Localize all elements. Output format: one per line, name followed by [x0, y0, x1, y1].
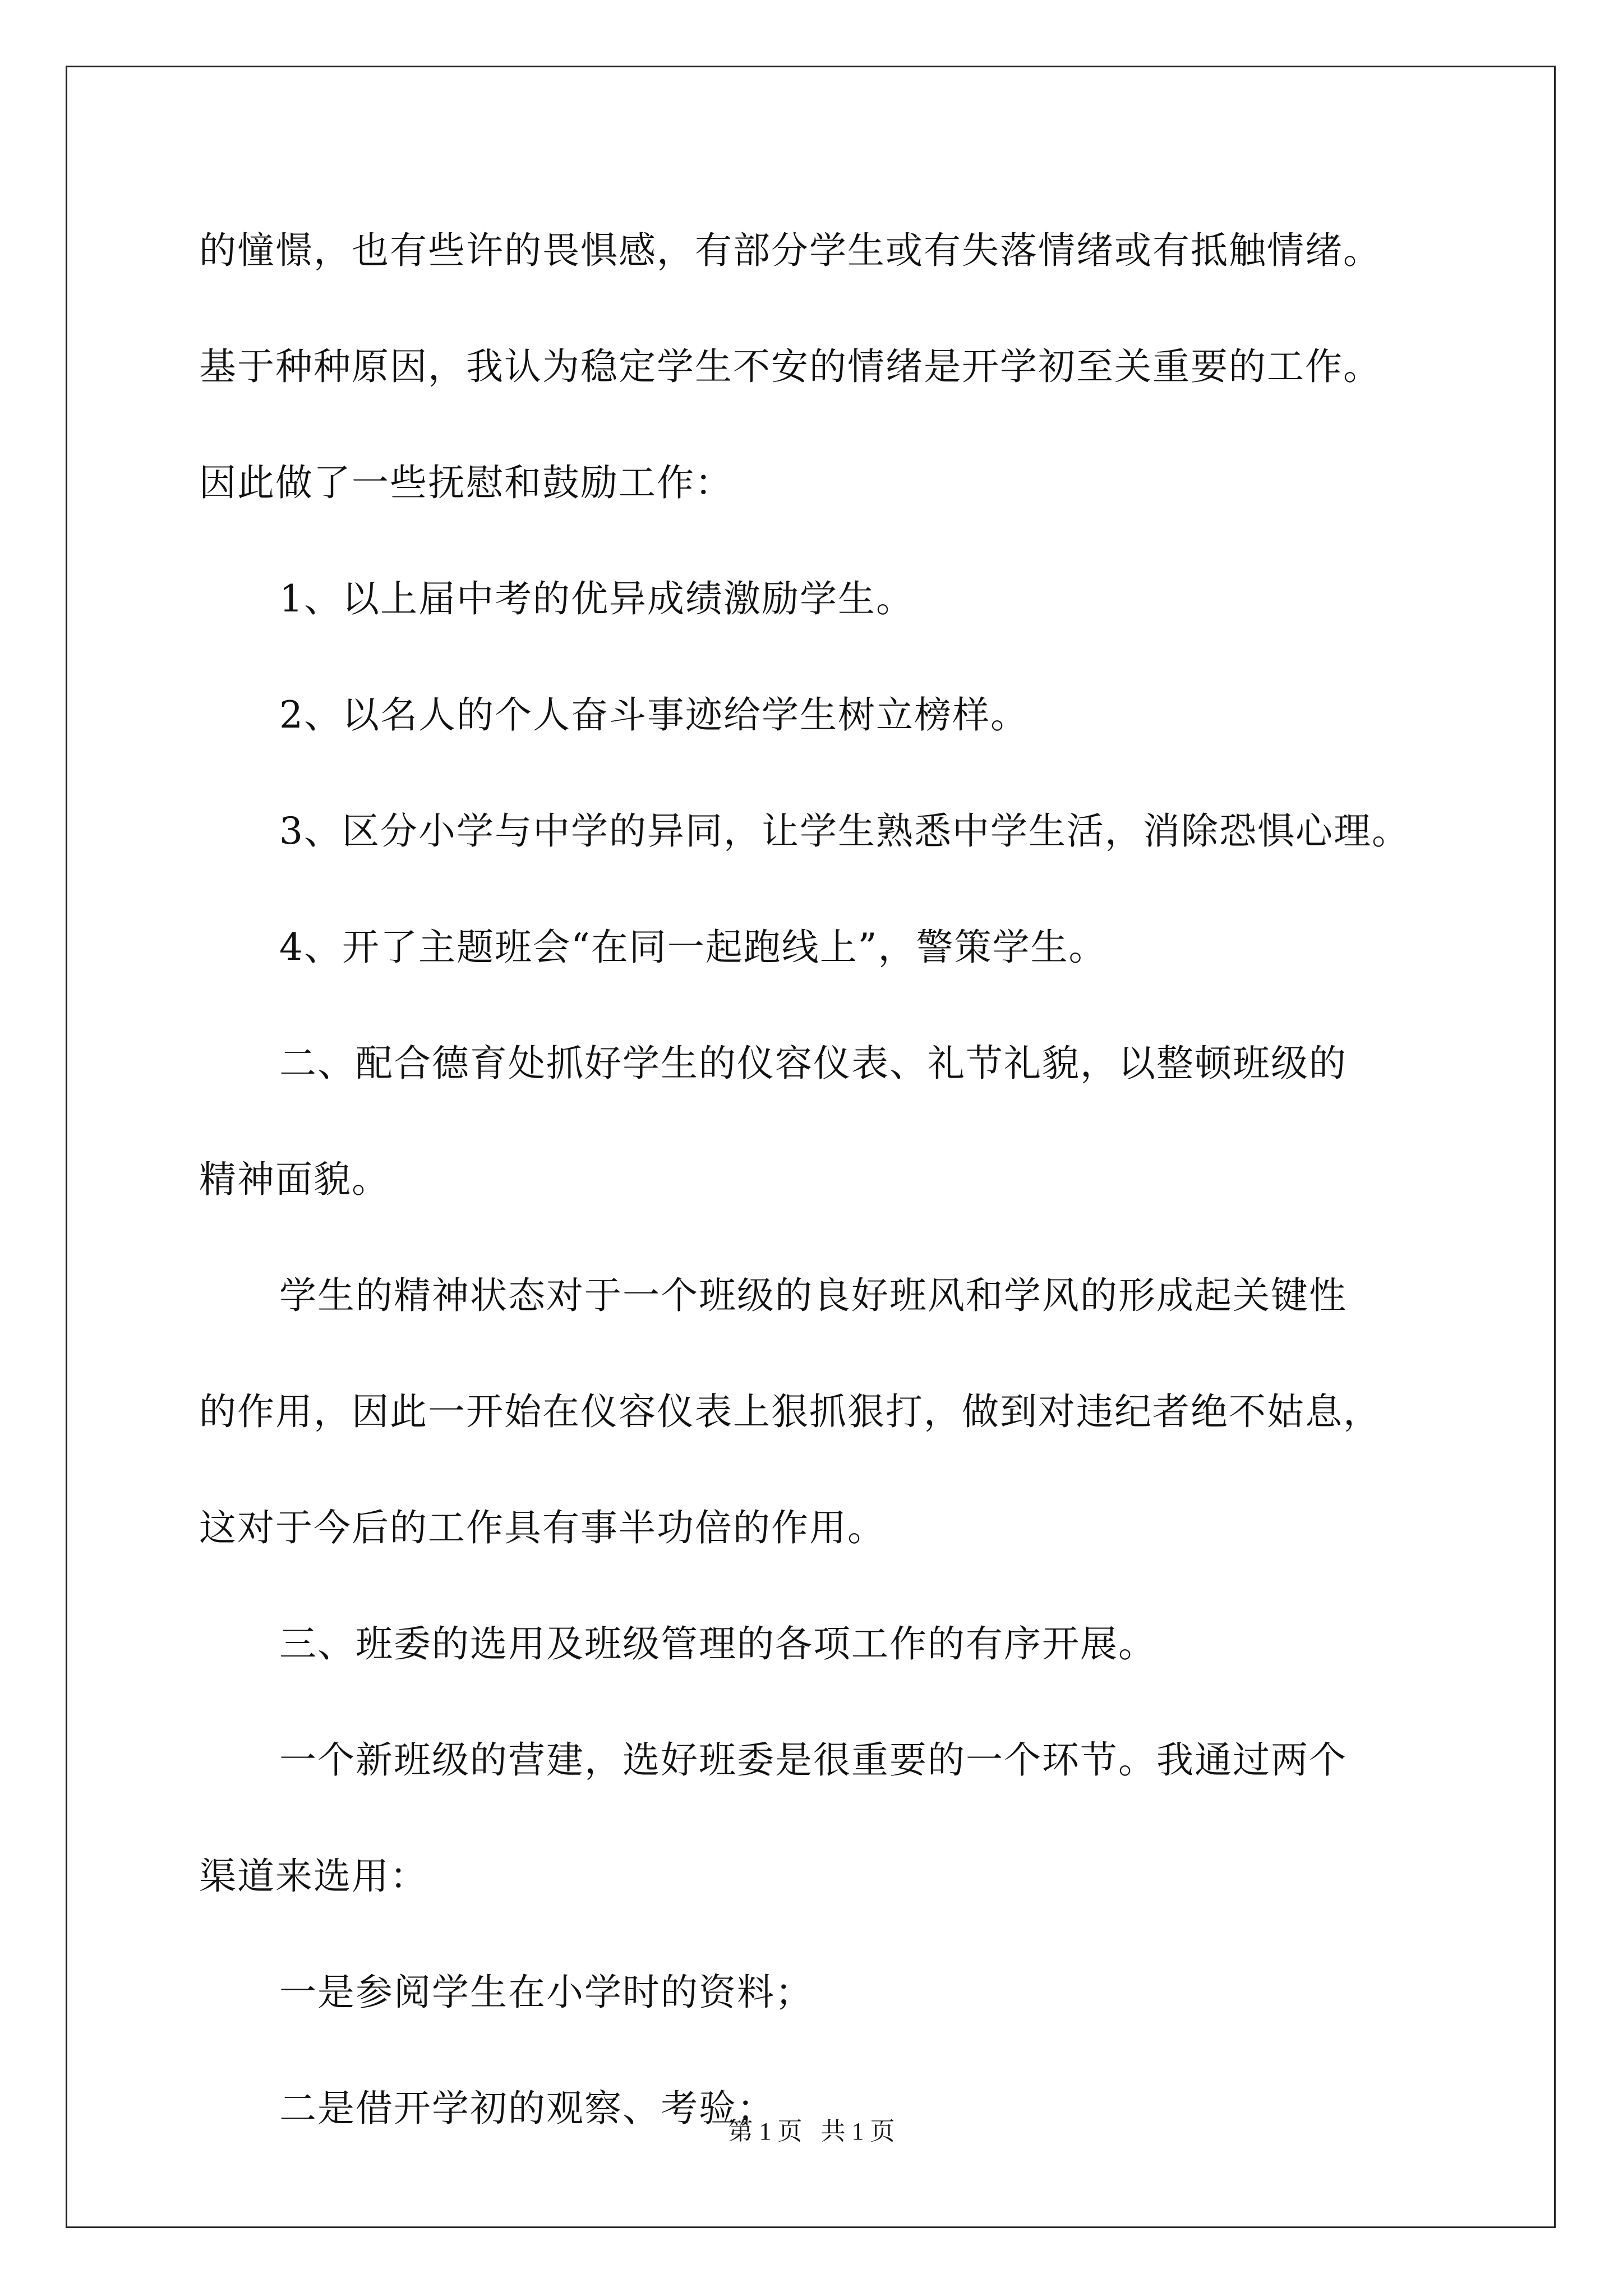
text-line: 的作用，因此一开始在仪容仪表上狠抓狠打，做到对违纪者绝不姑息， — [199, 1390, 1381, 1433]
document-body — [199, 192, 1433, 2166]
list-item: 4、开了主题班会“在同一起跑线上”，警策学生。 — [279, 926, 1107, 969]
paragraph-start: 学生的精神状态对于一个班级的良好班风和学风的形成起关键性 — [279, 1274, 1347, 1317]
text-line: 基于种种原因，我认为稳定学生不安的情绪是开学初至关重要的工作。 — [199, 345, 1381, 388]
paragraph-start: 一个新班级的营建，选好班委是很重要的一个环节。我通过两个 — [279, 1738, 1347, 1782]
list-item: 一是参阅学生在小学时的资料； — [279, 1971, 813, 2014]
section-heading: 三、班委的选用及班级管理的各项工作的有序开展。 — [279, 1622, 1156, 1665]
list-item: 二是借开学初的观察、考验； — [279, 2087, 775, 2130]
page-footer: 第 1 页 共 1 页 — [728, 2118, 895, 2145]
list-item: 1、以上届中考的优异成绩激励学生。 — [279, 577, 914, 620]
section-heading: 二、配合德育处抓好学生的仪容仪表、礼节礼貌，以整顿班级的 — [279, 1042, 1347, 1085]
text-line: 精神面貌。 — [199, 1158, 390, 1201]
text-line: 的憧憬，也有些许的畏惧感，有部分学生或有失落情绪或有抵触情绪。 — [199, 229, 1381, 272]
text-line: 这对于今后的工作具有事半功倍的作用。 — [199, 1506, 886, 1549]
text-line: 渠道来选用： — [199, 1855, 428, 1898]
list-item: 3、区分小学与中学的异同，让学生熟悉中学生活，消除恐惧心理。 — [279, 809, 1410, 853]
list-item: 2、以名人的个人奋斗事迹给学生树立榜样。 — [279, 693, 1029, 737]
text-line: 因此做了一些抚慰和鼓励工作： — [199, 461, 733, 504]
